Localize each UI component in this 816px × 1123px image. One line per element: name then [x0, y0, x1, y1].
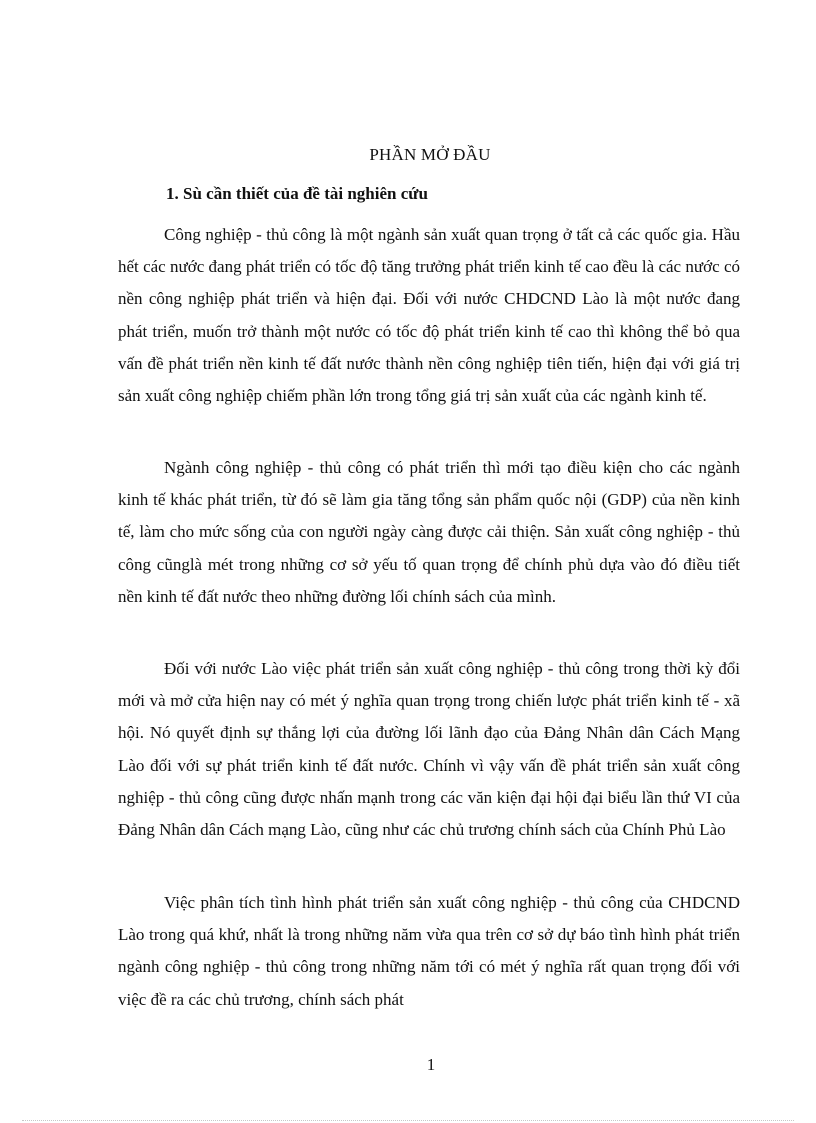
page-number: 1 — [426, 1055, 436, 1074]
body-paragraph: Đối với nước Lào việc phát triển sản xuất công nghiệp - thủ công trong thời kỳ đổi mới và mở cửa hiện nay có mét ý nghĩa quan trọng trong chiến lược phát triển kinh tế - xã hội. Nó quyết định sự thắng lợi của đường lối lãnh đạo của Đảng Nhân dân Cách Mạng Lào đối với sự phát triển kinh tế đất nước. Chính vì vậy vấn đề phát triển sản xuất công nghiệp - thủ công cũng được nhấn mạnh trong các văn kiện đại hội đại biểu lần thứ VI của Đảng Nhân dân Cách mạng Lào, cũng như các chủ trương chính sách của Chính Phủ Lào — [118, 659, 740, 840]
body-paragraph: Ngành công nghiệp - thủ công có phát triển thì mới tạo điều kiện cho các ngành kinh tế khác phát triển, từ đó sẽ làm gia tăng tổng sản phẩm quốc nội (GDP) của nền kinh tế, làm cho mức sống của con người ngày càng được cải thiện. Sản xuất công nghiệp - thủ công cũnglà mét trong những cơ sở yếu tố quan trọng để chính phủ dựa vào đó điều tiết nền kinh tế đất nước theo những đường lối chính sách của mình. — [118, 458, 740, 606]
page-bottom-divider — [22, 1120, 794, 1121]
body-paragraph: Việc phân tích tình hình phát triển sản xuất công nghiệp - thủ công của CHDCND Lào trong quá khứ, nhất là trong những năm vừa qua trên cơ sở dự báo tình hình phát triển ngành công nghiệp - thủ công trong những năm tới có mét ý nghĩa rất quan trọng đối với việc đề ra các chủ trương, chính sách phát — [118, 893, 740, 1009]
section-title: 1. Sù cần thiết của đề tài nghiên cứu — [166, 184, 428, 203]
document-heading: PHẦN MỞ ĐẦU — [369, 145, 491, 164]
body-paragraph: Công nghiệp - thủ công là một ngành sản xuất quan trọng ở tất cả các quốc gia. Hầu hết các nước đang phát triển có tốc độ tăng trưởng phát triển kinh tế cao đều là các nước có nền công nghiệp phát triển và hiện đại. Đối với nước CHDCND Lào là một nước đang phát triển, muốn trở thành một nước có tốc độ phát triển kinh tế cao thì không thể bỏ qua vấn đề phát triển nền kinh tế đất nước thành nền công nghiệp tiên tiến, hiện đại với giá trị sản xuất công nghiệp chiếm phần lớn trong tổng giá trị sản xuất của các ngành kinh tế. — [118, 225, 740, 406]
